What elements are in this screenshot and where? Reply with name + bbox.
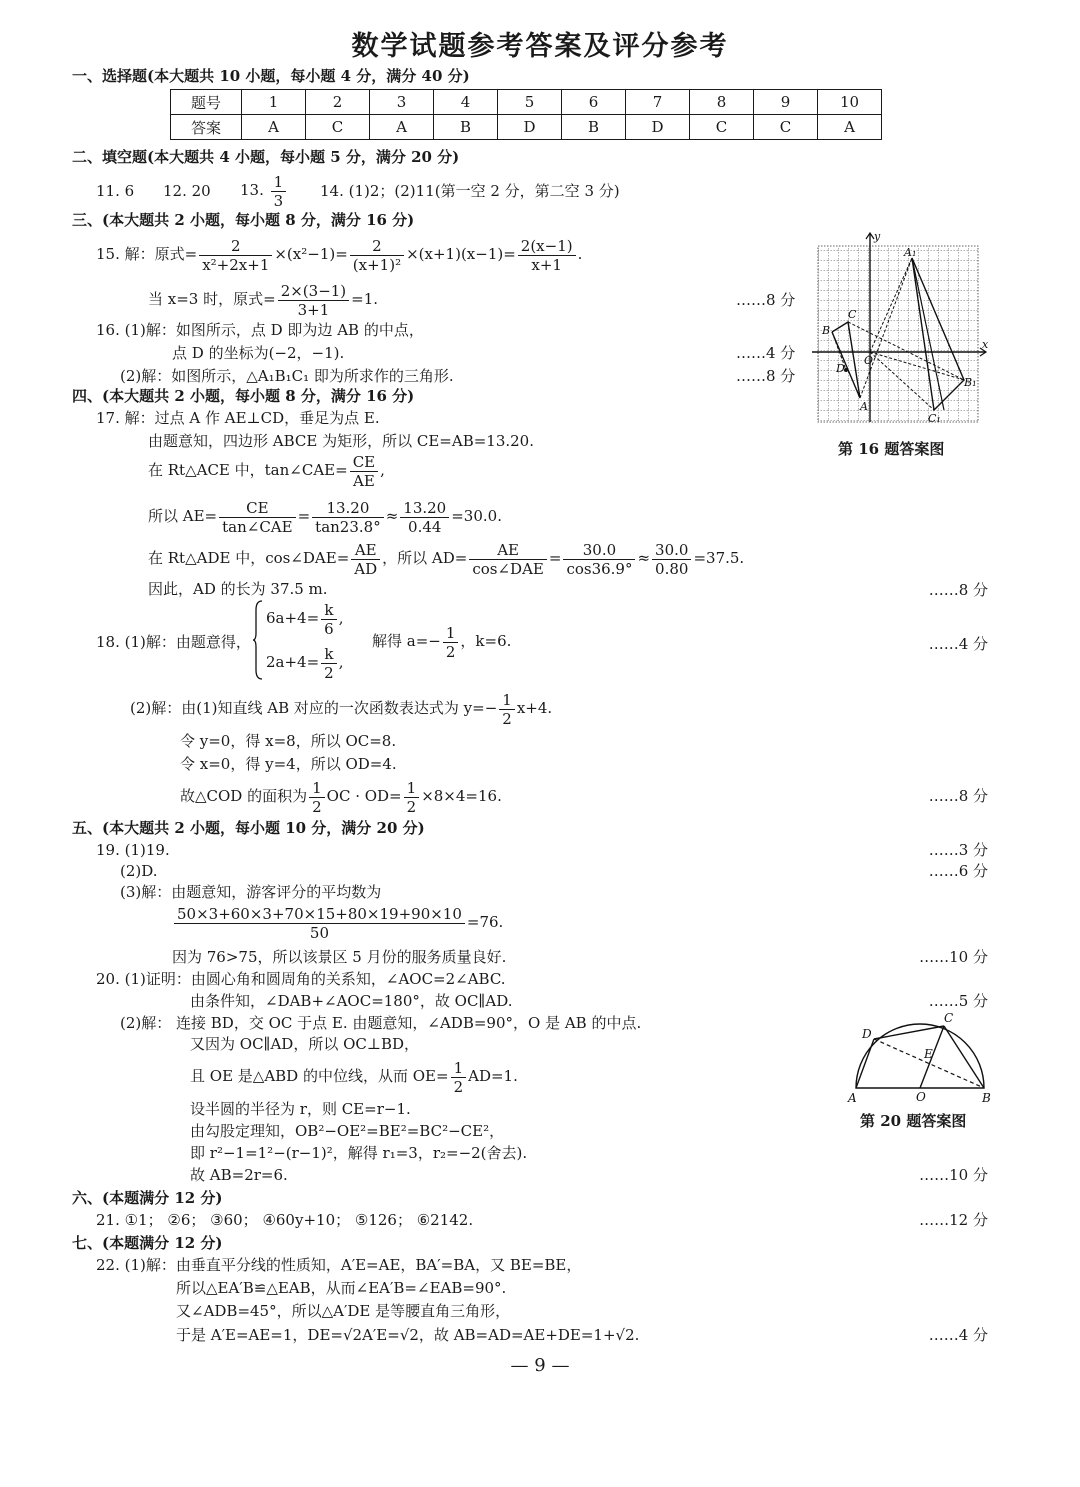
q19-points-1: ……3 分 xyxy=(928,841,988,859)
q20-line-2: 由条件知，∠DAB+∠AOC=180°，故 OC∥AD. xyxy=(190,992,513,1010)
text: , xyxy=(338,609,344,627)
fraction xyxy=(278,282,349,319)
fraction xyxy=(563,541,635,578)
figure-16-caption: 第 16 题答案图 xyxy=(838,440,945,458)
fraction xyxy=(350,453,378,490)
text: 所以 AE= xyxy=(148,507,218,525)
table-row xyxy=(171,90,882,115)
text: ，k=6. xyxy=(460,632,512,650)
fig20-label-c: C xyxy=(944,1011,954,1025)
fraction xyxy=(174,905,465,942)
table-cell: C xyxy=(690,115,754,140)
q22-line-3: 又∠ADB=45°，所以△A′DE 是等腰直角三角形， xyxy=(176,1302,511,1320)
q19-average-formula xyxy=(172,902,503,942)
denominator: 2 xyxy=(445,642,456,661)
table-row-label: 答案 xyxy=(171,115,242,140)
table-cell: 1 xyxy=(242,90,306,115)
page-title: 数学试题参考答案及评分参考 xyxy=(351,31,729,62)
denominator: 2 xyxy=(406,797,417,816)
text: 在 Rt△ACE 中，tan∠CAE= xyxy=(148,461,348,479)
q17-line-2: 由题意知，四边形 ABCE 为矩形，所以 CE=AB=13.20. xyxy=(148,432,534,450)
fig20-label-e: E xyxy=(924,1047,933,1061)
text: ≈ xyxy=(385,507,399,525)
fig16-label-y: y xyxy=(874,230,881,243)
answer-14: 14. (1)2；(2)11(第一空 2 分，第二空 3 分) xyxy=(320,182,620,200)
answer-13 xyxy=(240,170,288,210)
fig16-label-c1: C₁ xyxy=(928,412,941,425)
denominator: 0.80 xyxy=(655,559,689,578)
numerator: k xyxy=(321,601,337,620)
numerator: 1 xyxy=(443,624,459,643)
section-7-heading: 七、(本题满分 12 分) xyxy=(72,1234,223,1252)
q16-points-1: ……4 分 xyxy=(736,344,796,362)
q18-points-1: ……4 分 xyxy=(928,635,988,653)
fraction xyxy=(652,541,691,578)
fig16-label-x: x xyxy=(982,338,989,351)
fraction xyxy=(518,237,576,274)
q19-line-3: (3)解：由题意知，游客评分的平均数为 xyxy=(120,883,382,901)
text: =76. xyxy=(466,913,504,931)
denominator: AD xyxy=(354,559,378,578)
q19-line-2: (2)D. xyxy=(120,862,158,880)
q18-lead: 18. (1)解：由题意得， xyxy=(96,633,251,651)
equation-system-brace xyxy=(253,600,263,680)
numerator: AE xyxy=(469,541,547,560)
numerator: 1 xyxy=(309,779,325,798)
answer-12: 12. 20 xyxy=(163,182,211,200)
table-cell: 10 xyxy=(818,90,882,115)
q20-line-4: 又因为 OC∥AD，所以 OC⊥BD， xyxy=(190,1035,420,1053)
fraction xyxy=(312,499,384,536)
text: ≈ xyxy=(637,549,651,567)
fraction xyxy=(271,173,287,210)
numerator: 1 xyxy=(271,173,287,192)
text: ×(x+1)(x−1)= xyxy=(406,245,516,263)
section-6-heading: 六、(本题满分 12 分) xyxy=(72,1189,223,1207)
denominator: tan23.8° xyxy=(315,517,381,536)
q18-solution xyxy=(372,621,511,661)
fig16-label-o: O xyxy=(864,354,874,367)
fraction xyxy=(404,779,420,816)
fraction xyxy=(199,237,272,274)
denominator: 2 xyxy=(312,797,322,816)
numerator: 13.20 xyxy=(400,499,449,518)
denominator: 2 xyxy=(502,709,512,728)
numerator: AE xyxy=(351,541,380,560)
q19-conclusion: 因为 76>75，所以该景区 5 月份的服务质量良好. xyxy=(172,948,507,966)
table-cell: 4 xyxy=(434,90,498,115)
q22-line-4: 于是 A′E=AE=1，DE=√2A′E=√2，故 AB=AD=AE+DE=1+√2. xyxy=(176,1326,640,1344)
table-cell: A xyxy=(818,115,882,140)
denominator: x+1 xyxy=(531,255,562,274)
denominator: cos∠DAE xyxy=(472,559,544,578)
table-row-label: 题号 xyxy=(171,90,242,115)
section-1-heading: 一、选择题(本大题共 10 小题，每小题 4 分，满分 40 分) xyxy=(72,67,470,85)
q20-line-3: (2)解： 连接 BD，交 OC 于点 E. 由题意知，∠ADB=90°，O 是 AB 的中点. xyxy=(120,1014,642,1032)
text: 且 OE 是△ABD 的中位线，从而 OE= xyxy=(190,1067,449,1085)
numerator: 2×(3−1) xyxy=(278,282,349,301)
fig20-label-o: O xyxy=(916,1090,926,1104)
q18-line-3: 令 y=0，得 x=8，所以 OC=8. xyxy=(180,732,397,750)
table-cell: B xyxy=(562,115,626,140)
q17-points: ……8 分 xyxy=(928,581,988,599)
q17-line-3 xyxy=(148,450,385,490)
numerator: 2(x−1) xyxy=(518,237,576,256)
table-cell: A xyxy=(242,115,306,140)
text: =37.5. xyxy=(693,549,745,567)
numerator: 2 xyxy=(350,237,404,256)
text: 故△COD 的面积为 xyxy=(180,787,308,805)
section-4-heading: 四、(本大题共 2 小题，每小题 8 分，满分 16 分) xyxy=(72,387,415,405)
denominator: AE xyxy=(353,471,375,490)
q18-line-4: 令 x=0，得 y=4，所以 OD=4. xyxy=(180,755,397,773)
numerator: 13.20 xyxy=(312,499,384,518)
text: , xyxy=(380,461,385,479)
q17-line-1: 17. 解：过点 A 作 AE⊥CD，垂足为点 E. xyxy=(96,409,380,427)
q17-line-6: 因此，AD 的长为 37.5 m. xyxy=(148,580,328,598)
denominator: (x+1)² xyxy=(352,255,402,274)
q18-part-2 xyxy=(130,688,552,728)
table-cell: D xyxy=(626,115,690,140)
section-2-heading: 二、填空题(本大题共 4 小题，每小题 5 分，满分 20 分) xyxy=(72,148,460,166)
q20-line-5 xyxy=(190,1056,518,1096)
fig20-label-a: A xyxy=(848,1091,857,1104)
fig16-label-b1: B₁ xyxy=(964,376,977,389)
numerator: 1 xyxy=(404,779,420,798)
text: 6a+4= xyxy=(266,609,320,627)
text: ，所以 AD= xyxy=(382,549,468,567)
text: =1. xyxy=(351,290,379,308)
fraction xyxy=(400,499,449,536)
multiple-choice-answer-table xyxy=(170,89,882,140)
fraction xyxy=(451,1059,467,1096)
denominator: 3 xyxy=(273,191,284,210)
q20-line-8: 即 r²−1=1²−(r−1)²，解得 r₁=3，r₂=−2(舍去). xyxy=(190,1144,528,1162)
numerator: 1 xyxy=(499,691,515,710)
table-cell: 2 xyxy=(306,90,370,115)
figure-16-coordinate-grid xyxy=(808,230,994,428)
denominator: cos36.9° xyxy=(566,559,633,578)
q22-line-1: 22. (1)解：由垂直平分线的性质知，A′E=AE，BA′=BA，又 BE=BE， xyxy=(96,1256,582,1274)
text: 当 x=3 时，原式= xyxy=(148,290,276,308)
fig16-label-d: D xyxy=(836,362,845,375)
q19-line-1: 19. (1)19. xyxy=(96,841,170,859)
numerator: 2 xyxy=(199,237,272,256)
fig16-label-a: A xyxy=(860,400,868,413)
answer-11: 11. 6 xyxy=(96,182,135,200)
table-cell: 6 xyxy=(562,90,626,115)
q17-line-5 xyxy=(148,538,744,578)
text: (2)解：由(1)知直线 AB 对应的一次函数表达式为 y=− xyxy=(130,699,498,717)
page-number: — 9 — xyxy=(510,1355,570,1376)
text: . xyxy=(577,245,583,263)
text: AD=1. xyxy=(468,1067,518,1085)
text: 在 Rt△ADE 中，cos∠DAE= xyxy=(148,549,350,567)
q22-line-2: 所以△EA′B≌△EAB，从而∠EA′B=∠EAB=90°. xyxy=(176,1279,507,1297)
denominator: 2 xyxy=(324,663,334,682)
text: 15. 解：原式= xyxy=(96,245,198,263)
table-cell: B xyxy=(434,115,498,140)
q22-points: ……4 分 xyxy=(928,1326,988,1344)
section-3-heading: 三、(本大题共 2 小题，每小题 8 分，满分 16 分) xyxy=(72,211,415,229)
q20-line-1: 20. (1)证明：由圆心角和圆周角的关系知，∠AOC=2∠ABC. xyxy=(96,970,506,988)
fig16-label-b: B xyxy=(822,324,831,337)
table-cell: D xyxy=(498,115,562,140)
q16-line-3: (2)解：如图所示，△A₁B₁C₁ 即为所求作的三角形. xyxy=(120,367,454,385)
table-cell: C xyxy=(306,115,370,140)
fraction xyxy=(321,645,337,682)
q19-points-3: ……10 分 xyxy=(919,948,988,966)
figure-20-semicircle xyxy=(840,1008,1000,1104)
q18-points-2: ……8 分 xyxy=(928,787,988,805)
fraction xyxy=(469,541,547,578)
denominator: x²+2x+1 xyxy=(202,255,270,274)
text: 2a+4= xyxy=(266,653,320,671)
table-cell: C xyxy=(754,115,818,140)
q21-answers: 21. ①1； ②6； ③60； ④60y+10； ⑤126； ⑥2142. xyxy=(96,1211,474,1229)
fraction xyxy=(350,237,404,274)
fraction xyxy=(321,601,337,638)
answer-13-prefix: 13. xyxy=(240,181,264,199)
q16-line-2: 点 D 的坐标为(−2，−1). xyxy=(172,344,345,362)
table-row xyxy=(171,115,882,140)
numerator: 30.0 xyxy=(563,541,635,560)
fraction xyxy=(309,779,325,816)
numerator: CE xyxy=(219,499,295,518)
text: x+4. xyxy=(516,699,553,717)
q20-line-7: 由勾股定理知，OB²−OE²=BE²=BC²−CE²， xyxy=(190,1122,505,1140)
q20-line-6: 设半圆的半径为 r，则 CE=r−1. xyxy=(190,1100,411,1118)
fig20-label-d: D xyxy=(862,1027,872,1041)
fig16-label-a1: A₁ xyxy=(904,246,917,259)
text: = xyxy=(548,549,562,567)
denominator: 50 xyxy=(309,923,329,942)
denominator: 0.44 xyxy=(408,517,442,536)
denominator: 2 xyxy=(453,1077,464,1096)
text: = xyxy=(297,507,311,525)
fig20-label-b: B xyxy=(982,1091,991,1104)
text: ×(x²−1)= xyxy=(274,245,348,263)
q18-line-5 xyxy=(180,776,502,816)
table-cell: 5 xyxy=(498,90,562,115)
q20-points-1: ……5 分 xyxy=(928,992,988,1010)
numerator: 1 xyxy=(451,1059,467,1078)
q19-points-2: ……6 分 xyxy=(928,862,988,880)
table-cell: 7 xyxy=(626,90,690,115)
text: , xyxy=(338,653,344,671)
fig16-label-c: C xyxy=(848,308,857,321)
q20-line-9: 故 AB=2r=6. xyxy=(190,1166,288,1184)
numerator: 50×3+60×3+70×15+80×19+90×10 xyxy=(174,905,465,924)
text: ×8×4=16. xyxy=(421,787,502,805)
q18-equation-2 xyxy=(266,642,344,682)
denominator: 6 xyxy=(324,619,334,638)
q20-points-2: ……10 分 xyxy=(919,1166,988,1184)
q15-line-1 xyxy=(96,234,582,274)
text: OC · OD= xyxy=(326,787,402,805)
fraction xyxy=(351,541,380,578)
table-cell: 8 xyxy=(690,90,754,115)
denominator: tan∠CAE xyxy=(222,517,293,536)
q15-line-2 xyxy=(148,279,378,319)
table-cell: 3 xyxy=(370,90,434,115)
numerator: 30.0 xyxy=(652,541,691,560)
numerator: k xyxy=(321,645,337,664)
text: =30.0. xyxy=(451,507,502,525)
section-5-heading: 五、(本大题共 2 小题，每小题 10 分，满分 20 分) xyxy=(72,819,425,837)
table-cell: A xyxy=(370,115,434,140)
table-cell: 9 xyxy=(754,90,818,115)
figure-20-caption: 第 20 题答案图 xyxy=(860,1112,967,1130)
q15-points: ……8 分 xyxy=(736,291,796,309)
fraction xyxy=(443,624,459,661)
q17-line-4 xyxy=(148,496,502,536)
q16-line-1: 16. (1)解：如图所示，点 D 即为边 AB 的中点， xyxy=(96,321,424,339)
denominator: 3+1 xyxy=(297,300,330,319)
fraction xyxy=(499,691,515,728)
fraction xyxy=(219,499,295,536)
q18-equation-1 xyxy=(266,598,344,638)
text: 解得 a=− xyxy=(372,632,441,650)
numerator: CE xyxy=(350,453,378,472)
q16-points-2: ……8 分 xyxy=(736,367,796,385)
q21-points: ……12 分 xyxy=(919,1211,988,1229)
